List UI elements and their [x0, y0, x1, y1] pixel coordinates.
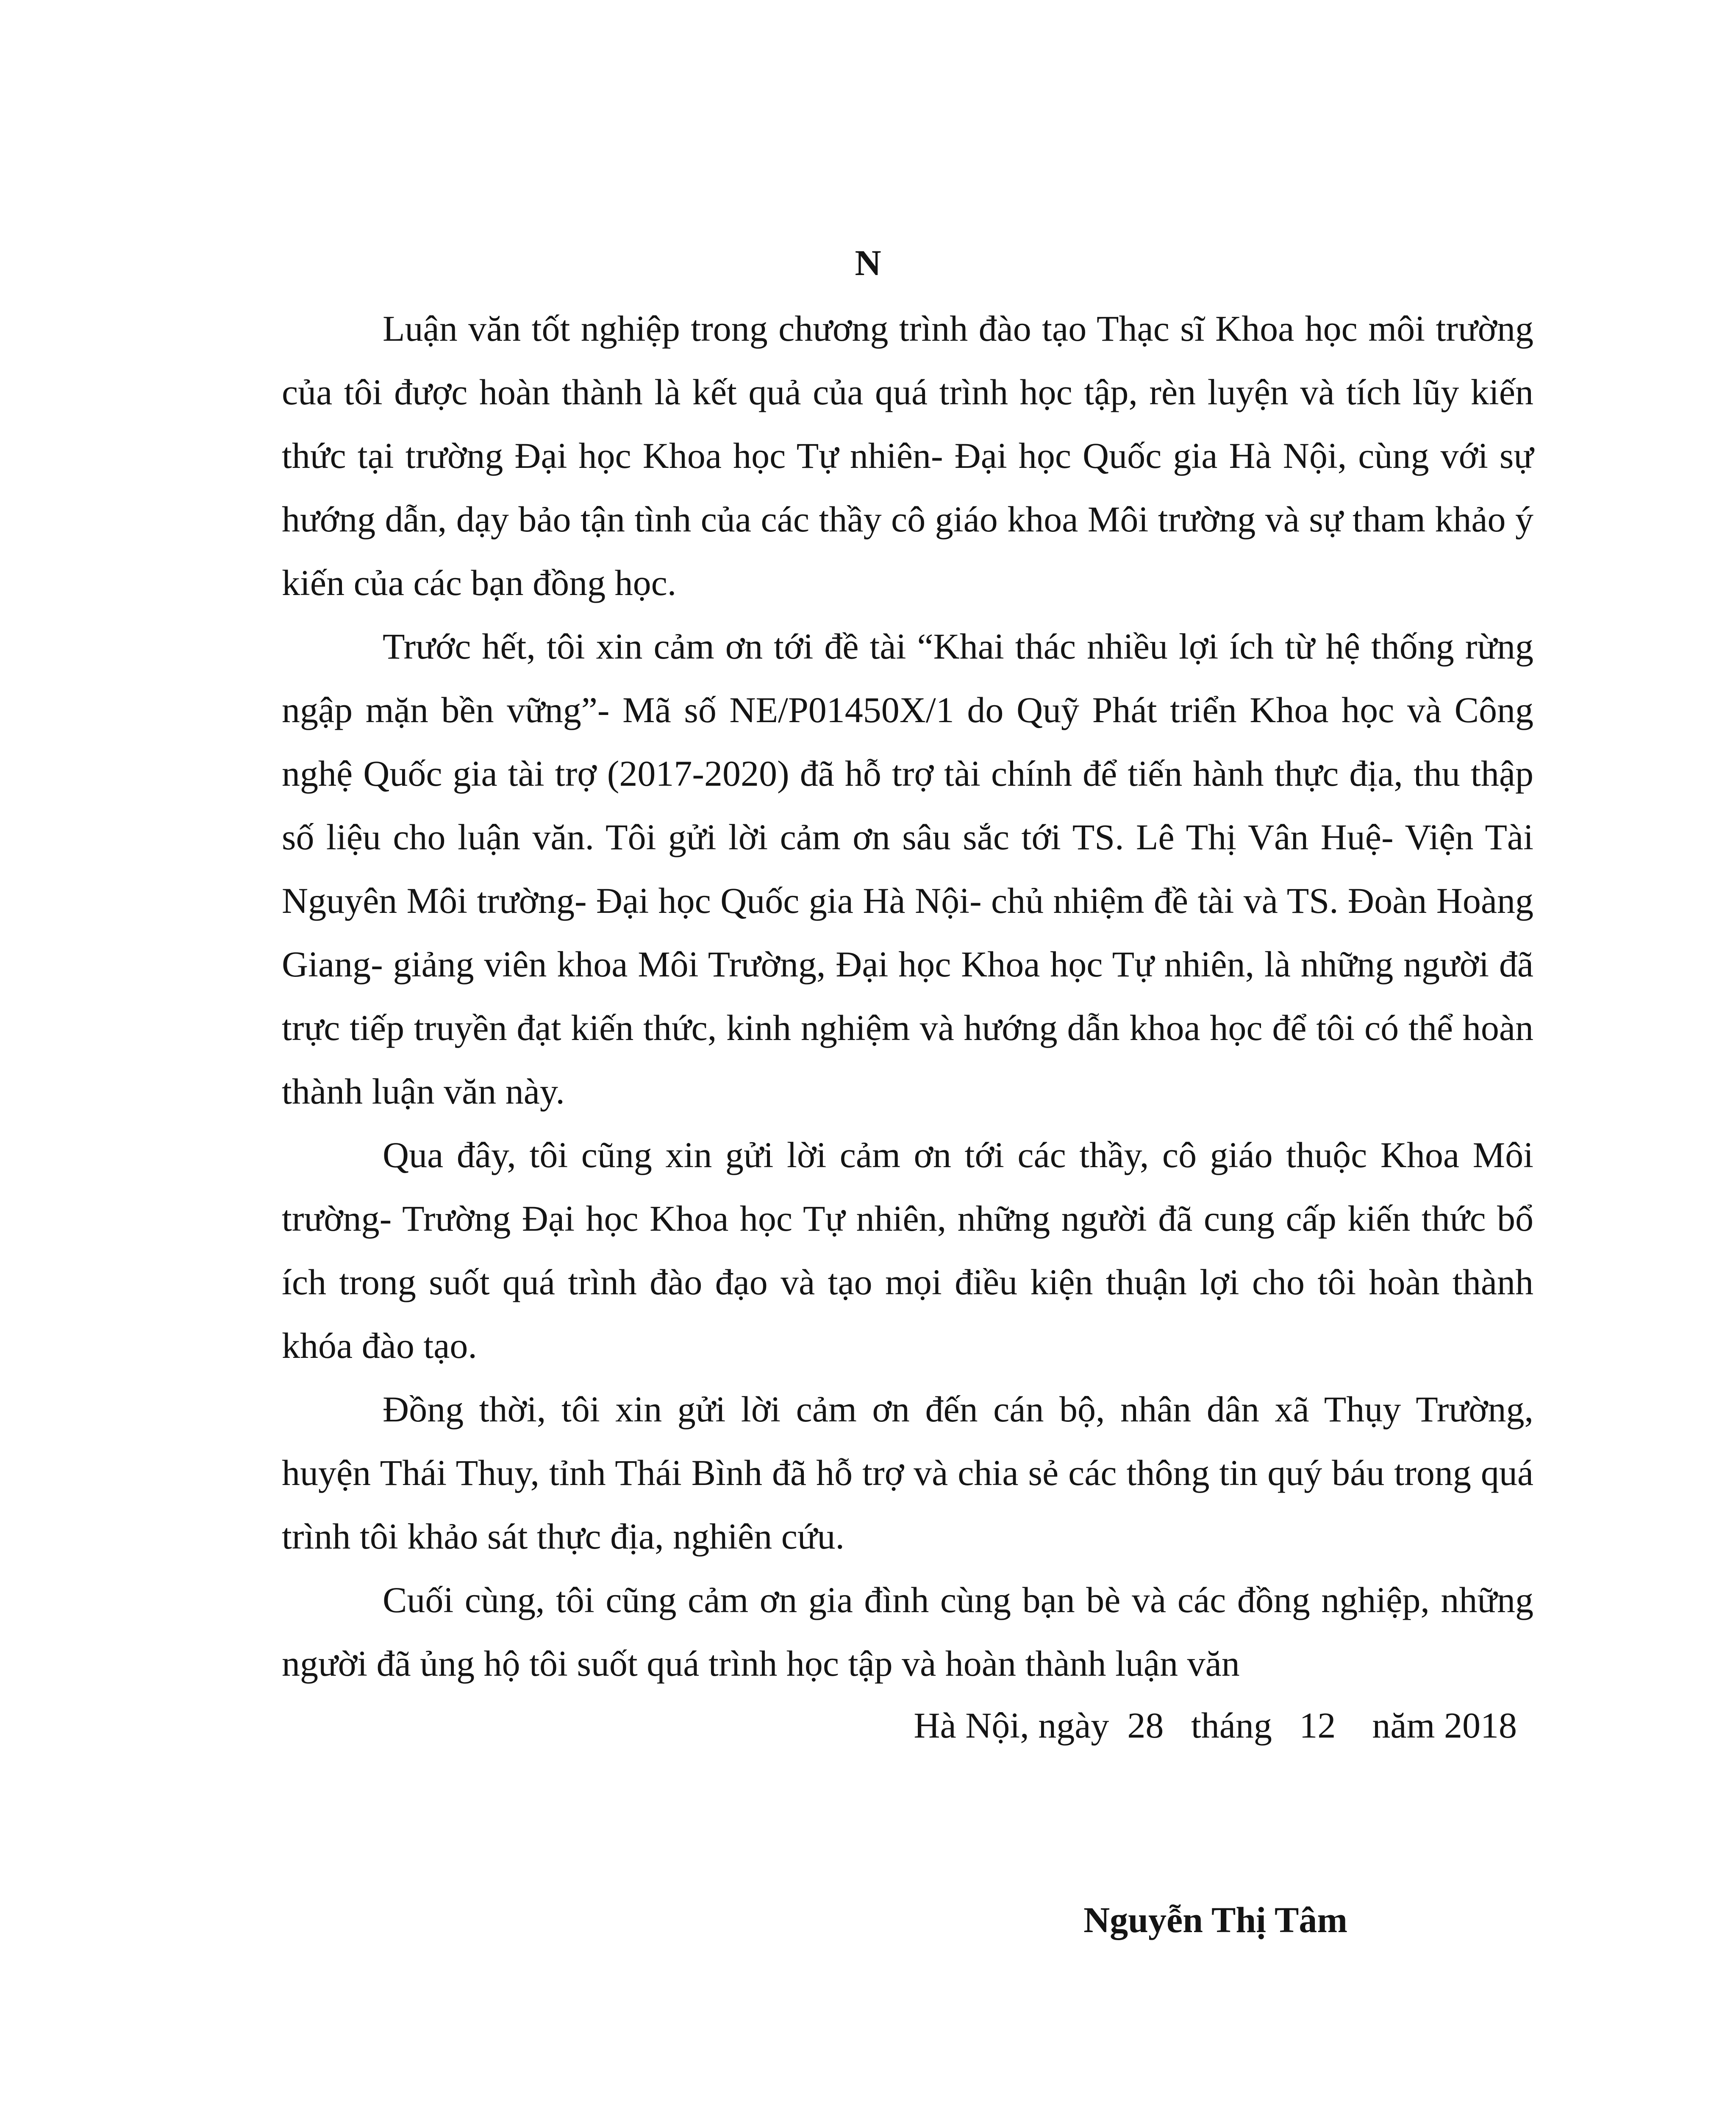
paragraph-4: Đồng thời, tôi xin gửi lời cảm ơn đến cán bộ, nhân dân xã Thụy Trường, huyện Thái Thuy, tỉnh Thái Bình đã hỗ trợ và chia sẻ các thông tin quý báu trong quá trình tôi khảo sát thực địa, nghiên cứu. — [282, 1389, 1533, 1557]
author-signature: Nguyễn Thị Tâm — [1083, 1899, 1347, 1940]
page-heading: N — [855, 242, 881, 283]
document-body — [282, 297, 1533, 1695]
date-line: Hà Nội, ngày 28 tháng 12 năm 2018 — [914, 1705, 1517, 1746]
paragraph-5: Cuối cùng, tôi cũng cảm ơn gia đình cùng bạn bè và các đồng nghiệp, những người đã ủng hộ tôi suốt quá trình học tập và hoàn thành luận văn — [282, 1580, 1533, 1684]
paragraph-3: Qua đây, tôi cũng xin gửi lời cảm ơn tới các thầy, cô giáo thuộc Khoa Môi trường- Trường Đại học Khoa học Tự nhiên, những người đã cung cấp kiến thức bổ ích trong suốt quá trình đào đạo và tạo mọi điều kiện thuận lợi cho tôi hoàn thành khóa đào tạo. — [282, 1135, 1533, 1366]
paragraph-1: Luận văn tốt nghiệp trong chương trình đào tạo Thạc sĩ Khoa học môi trường của tôi được hoàn thành là kết quả của quá trình học tập, rèn luyện và tích lũy kiến thức tại trường Đại học Khoa học Tự nhiên- Đại học Quốc gia Hà Nội, cùng với sự hướng dẫn, dạy bảo tận tình của các thầy cô giáo khoa Môi trường và sự tham khảo ý kiến của các bạn đồng học. — [282, 308, 1533, 603]
paragraph-2: Trước hết, tôi xin cảm ơn tới đề tài “Khai thác nhiều lợi ích từ hệ thống rừng ngập mặn bền vững”- Mã số NE/P01450X/1 do Quỹ Phát triển Khoa học và Công nghệ Quốc gia tài trợ (2017-2020) đã hỗ trợ tài chính để tiến hành thực địa, thu thập số liệu cho luận văn. Tôi gửi lời cảm ơn sâu sắc tới TS. Lê Thị Vân Huệ- Viện Tài Nguyên Môi trường- Đại học Quốc gia Hà Nội- chủ nhiệm đề tài và TS. Đoàn Hoàng Giang- giảng viên khoa Môi Trường, Đại học Khoa học Tự nhiên, là những người đã trực tiếp truyền đạt kiến thức, kinh nghiệm và hướng dẫn khoa học để tôi có thể hoàn thành luận văn này. — [282, 626, 1533, 1112]
